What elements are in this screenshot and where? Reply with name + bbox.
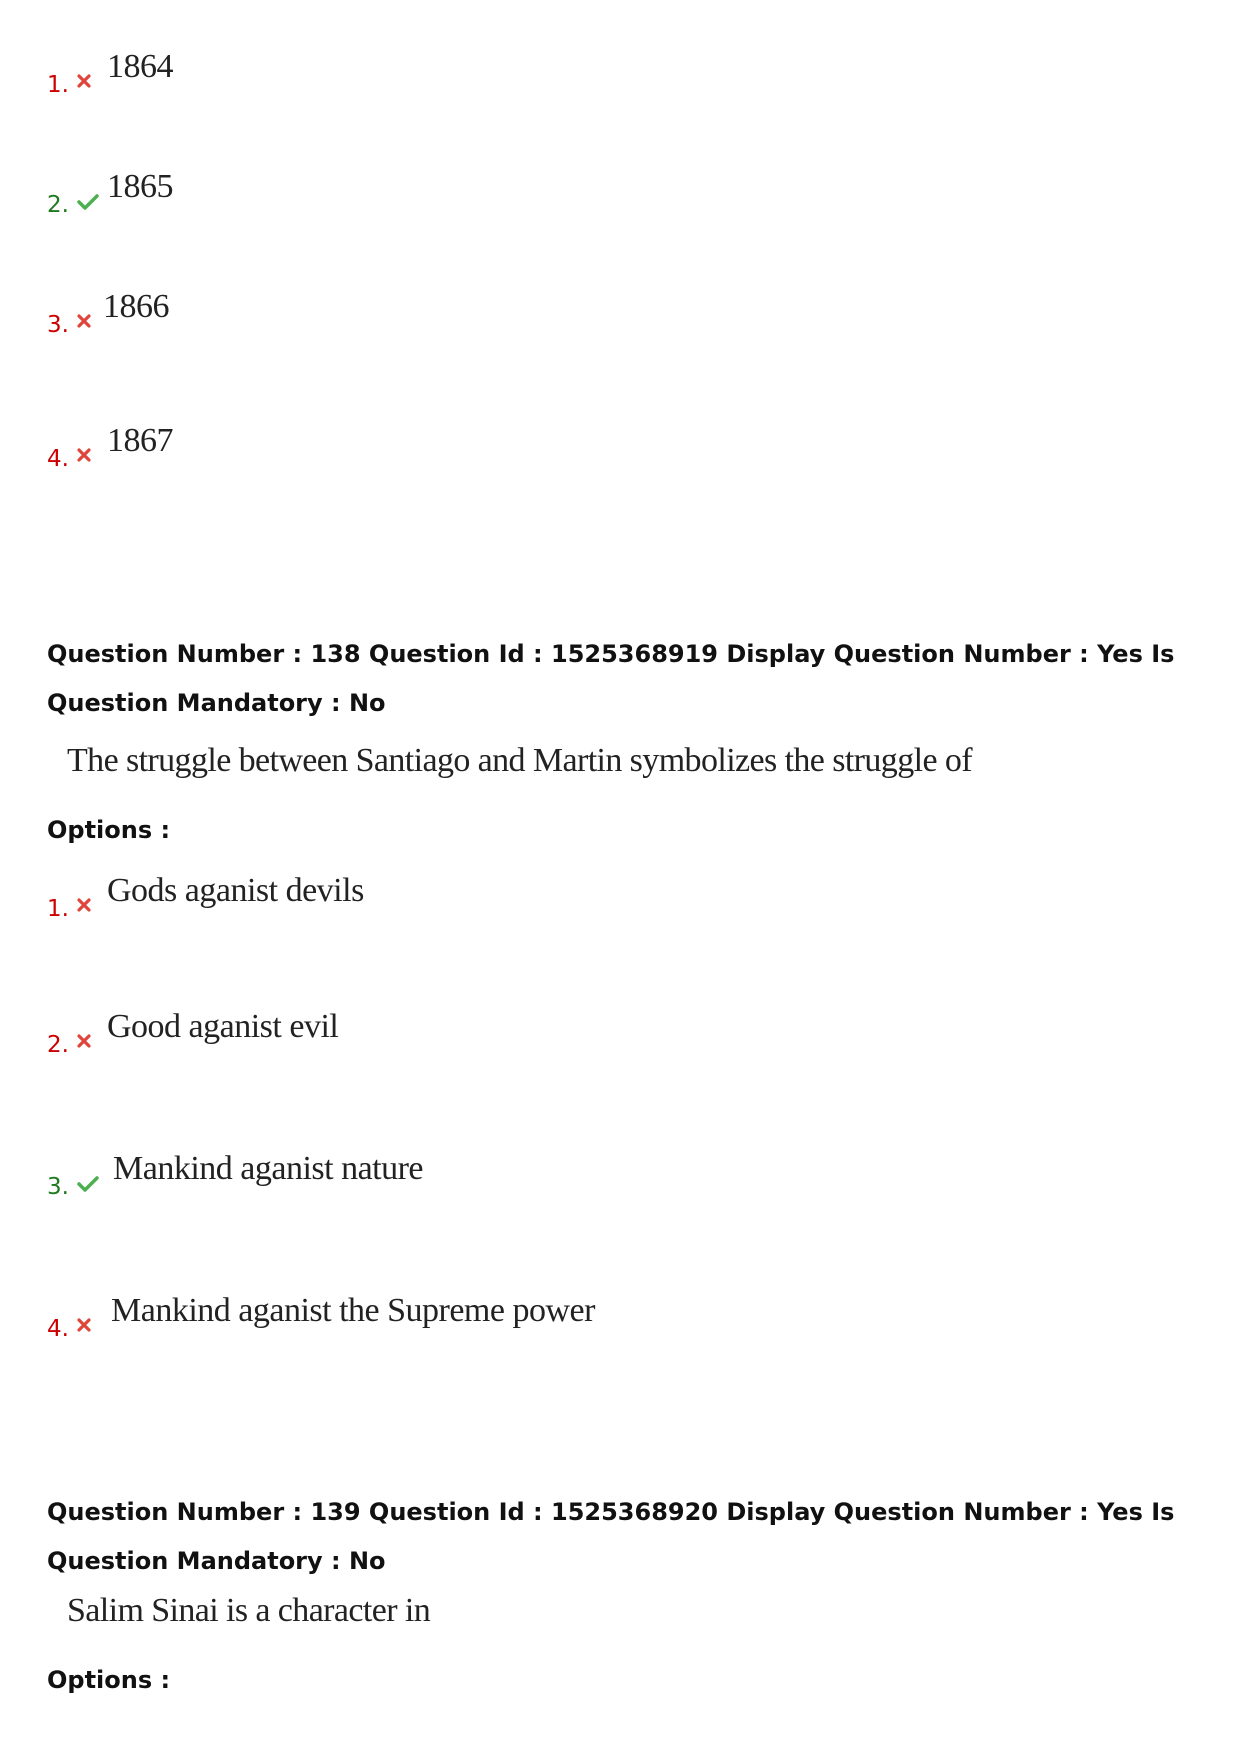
option-item (47, 1150, 423, 1200)
question-text: The struggle between Santiago and Martin symbolizes the struggle of (67, 742, 972, 779)
option-text: Good aganist evil (107, 1008, 339, 1045)
cross-icon (77, 448, 107, 462)
option-text: 1866 (103, 288, 169, 325)
option-number: 2. (47, 1032, 69, 1058)
options-label: Options : (47, 816, 171, 844)
question-text: Salim Sinai is a character in (67, 1592, 431, 1629)
cross-icon (77, 1318, 107, 1332)
cross-icon (77, 74, 107, 88)
options-label: Options : (47, 1666, 171, 1694)
option-item (47, 1292, 595, 1342)
question-meta: Question Number : 138 Question Id : 1525368919 Display Question Number : Yes Is Question Mandatory : No (47, 640, 1175, 717)
option-number: 1. (47, 896, 69, 922)
option-text: Gods aganist devils (107, 872, 364, 909)
check-icon (77, 1176, 107, 1192)
option-item (47, 288, 169, 338)
option-number: 4. (47, 446, 69, 472)
option-text: 1865 (107, 168, 173, 205)
option-number: 2. (47, 192, 69, 218)
check-icon (77, 194, 107, 210)
option-text: Mankind aganist nature (113, 1150, 424, 1187)
option-text: 1867 (107, 422, 173, 459)
option-item (47, 1008, 338, 1058)
option-number: 1. (47, 72, 69, 98)
option-item (47, 168, 173, 218)
option-number: 4. (47, 1316, 69, 1342)
option-text: 1864 (107, 48, 173, 85)
question-meta: Question Number : 139 Question Id : 1525368920 Display Question Number : Yes Is Question Mandatory : No (47, 1498, 1175, 1575)
cross-icon (77, 898, 107, 912)
option-number: 3. (47, 312, 69, 338)
option-number: 3. (47, 1174, 69, 1200)
option-text: Mankind aganist the Supreme power (111, 1292, 595, 1329)
option-item (47, 48, 173, 98)
option-item (47, 422, 173, 472)
cross-icon (77, 1034, 107, 1048)
option-item (47, 872, 364, 922)
